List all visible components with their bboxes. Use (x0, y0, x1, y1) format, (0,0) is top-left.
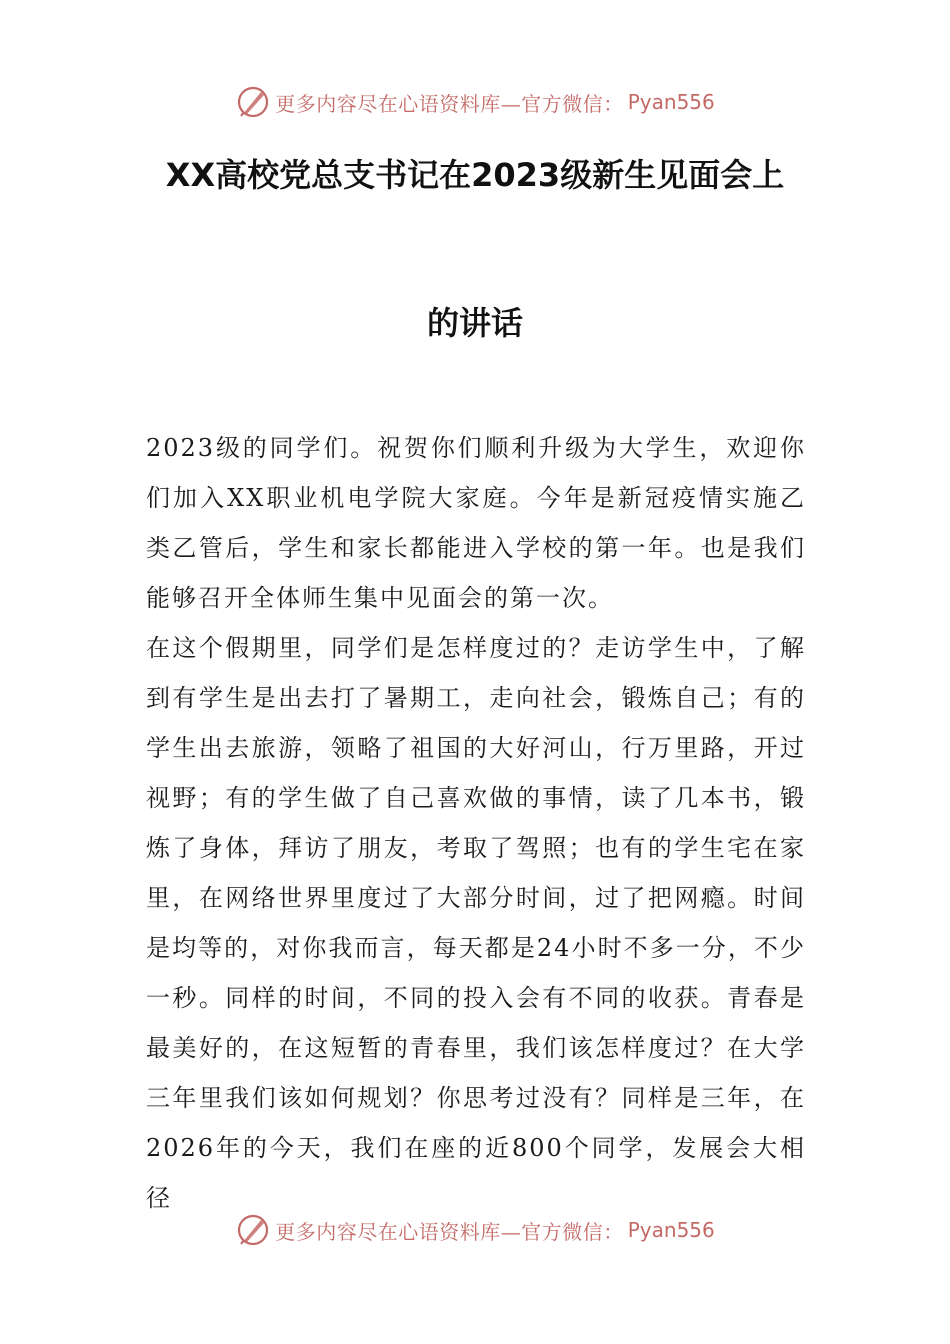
header-watermark (0, 82, 950, 122)
watermark-wechat-id: Pyan556 (627, 90, 715, 114)
quill-logo-icon (235, 1212, 271, 1248)
quill-logo-icon (235, 84, 271, 120)
document-title-line-1: XX高校党总支书记在2023级新生见面会上 (165, 156, 785, 194)
footer-watermark (0, 1210, 950, 1250)
paragraph: 在这个假期里，同学们是怎样度过的？走访学生中，了解到有学生是出去打了暑期工，走向社会，锻炼自己；有的学生出去旅游，领略了祖国的大好河山，行万里路，开过视野；有的学生做了自己喜欢做的事情，读了几本书，锻炼了身体，拜访了朋友，考取了驾照；也有的学生宅在家里，在网络世界里度过了大部分时间，过了把网瘾。时间是均等的，对你我而言，每天都是24小时不多一分，不少一秒。同样的时间，不同的投入会有不同的收获。青春是最美好的，在这短暂的青春里，我们该怎样度过？在大学三年里我们该如何规划？你思考过没有？同样是三年，在2026年的今天，我们在座的近800个同学，发展会大相径 (146, 634, 806, 1212)
watermark-wechat-id: Pyan556 (627, 1218, 715, 1242)
watermark-text: 更多内容尽在心语资料库—官方微信： (275, 1219, 624, 1244)
document-title-line-2: 的讲话 (426, 304, 523, 342)
paragraph: 2023级的同学们。祝贺你们顺利升级为大学生，欢迎你们加入XX职业机电学院大家庭。今年是新冠疫情实施乙类乙管后，学生和家长都能进入学校的第一年。也是我们能够召开全体师生集中见面会的第一次。 (146, 434, 806, 612)
document-body (146, 423, 806, 1223)
watermark-text: 更多内容尽在心语资料库—官方微信： (275, 91, 624, 116)
